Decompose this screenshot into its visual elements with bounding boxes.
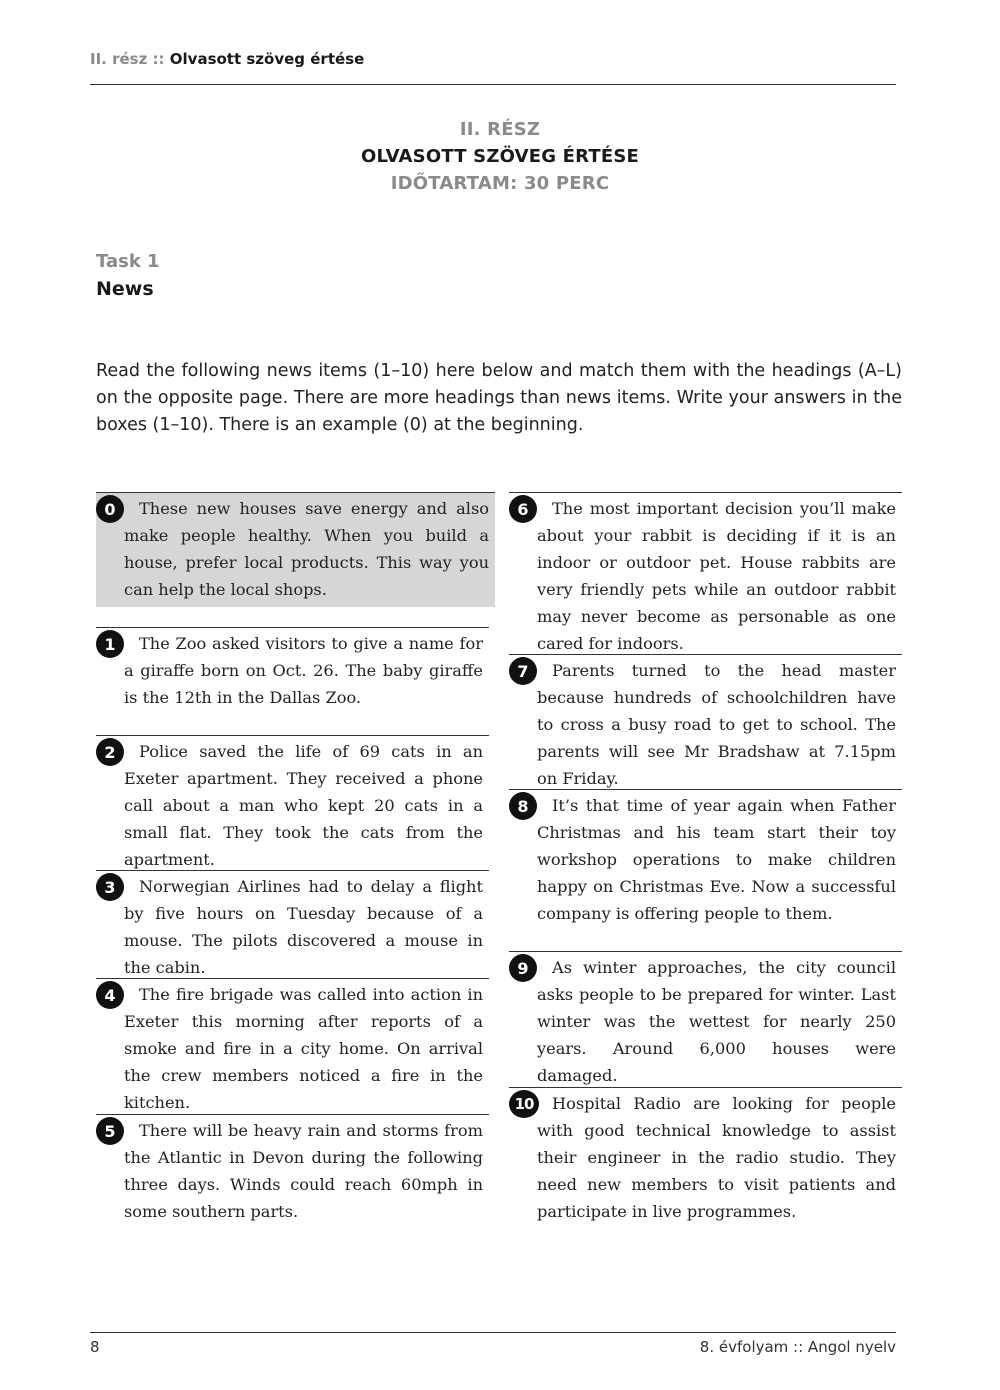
news-item-text: These new houses save energy and also make people healthy. When you build a house, prefer local products. This way you can help the local shops. (124, 499, 489, 599)
header-rule (90, 84, 896, 85)
news-item-text: Norwegian Airlines had to delay a flight by five hours on Tuesday because of a mouse. The pilots discovered a mouse in the cabin. (124, 877, 483, 977)
running-head-part: II. rész (90, 50, 148, 68)
news-item-text: Hospital Radio are looking for people with good technical knowledge to assist their engineer in the radio studio. They need new members to visit patients and participate in live programmes. (537, 1094, 896, 1221)
item-number-badge: 3 (96, 873, 124, 901)
item-number-badge: 6 (509, 495, 537, 523)
item-number-badge: 9 (509, 954, 537, 982)
section-title: OLVASOTT SZÖVEG ÉRTÉSE (360, 146, 640, 167)
news-item-9 (509, 951, 902, 1089)
item-number-badge: 2 (96, 738, 124, 766)
task-title: News (96, 278, 154, 300)
footer-rule (90, 1332, 896, 1333)
item-number-badge: 4 (96, 981, 124, 1009)
news-item-4 (96, 978, 489, 1116)
news-item-text: The fire brigade was called into action in Exeter this morning after reports of a smoke and fire in a city home. On arrival the crew members noticed a fire in the kitchen. (124, 985, 483, 1112)
page-number: 8 (90, 1338, 100, 1356)
news-item-8 (509, 789, 902, 927)
news-item-10 (509, 1087, 902, 1225)
running-head (90, 50, 364, 68)
item-number-badge: 7 (509, 657, 537, 685)
item-number-badge: 5 (96, 1117, 124, 1145)
item-number-badge: 0 (96, 495, 124, 523)
part-title: II. RÉSZ (459, 119, 541, 140)
news-item-6 (509, 492, 902, 657)
news-item-text: There will be heavy rain and storms from the Atlantic in Devon during the following three days. Winds could reach 60mph in some southern parts. (124, 1121, 483, 1221)
news-item-5 (96, 1114, 489, 1225)
item-number-badge: 1 (96, 630, 124, 658)
running-head-separator: :: (152, 50, 165, 68)
news-item-text: The Zoo asked visitors to give a name for a giraffe born on Oct. 26. The baby giraffe is the 12th in the Dallas Zoo. (124, 634, 483, 707)
news-item-0 (96, 492, 495, 607)
footer-grade-subject: 8. évfolyam :: Angol nyelv (699, 1338, 896, 1356)
item-number-badge: 8 (509, 792, 537, 820)
news-item-text: Parents turned to the head master because hundreds of schoolchildren have to cross a busy road to get to school. The parents will see Mr Bradshaw at 7.15pm on Friday. (537, 661, 896, 788)
task-instructions: Read the following news items (1–10) here below and match them with the headings (A–L) on the opposite page. There are more headings than news items. Write your answers in the boxes (1–10). There is an example (0) at the beginning. (96, 361, 902, 435)
item-number-badge: 10 (509, 1090, 539, 1118)
news-item-7 (509, 654, 902, 792)
news-item-text: As winter approaches, the city council asks people to be prepared for winter. Last winter was the wettest for nearly 250 years. Around 6,000 houses were damaged. (537, 958, 896, 1085)
news-item-text: Police saved the life of 69 cats in an Exeter apartment. They received a phone call about a man who kept 20 cats in a small flat. They took the cats from the apartment. (124, 742, 483, 869)
running-head-section: Olvasott szöveg értése (169, 50, 365, 68)
news-item-3 (96, 870, 489, 981)
title-block (0, 116, 1000, 197)
news-item-text: It’s that time of year again when Father Christmas and his team start their toy workshop operations to make children happy on Christmas Eve. Now a successful company is offering people to them. (537, 796, 896, 923)
news-item-1 (96, 627, 489, 711)
duration-title: IDŐTARTAM: 30 PERC (390, 173, 610, 194)
news-item-2 (96, 735, 489, 873)
news-item-text: The most important decision you’ll make about your rabbit is deciding if it is an indoor or outdoor pet. House rabbits are very friendly pets while an outdoor rabbit may never become as personable as one cared for indoors. (537, 499, 896, 653)
task-label: Task 1 (96, 251, 160, 272)
